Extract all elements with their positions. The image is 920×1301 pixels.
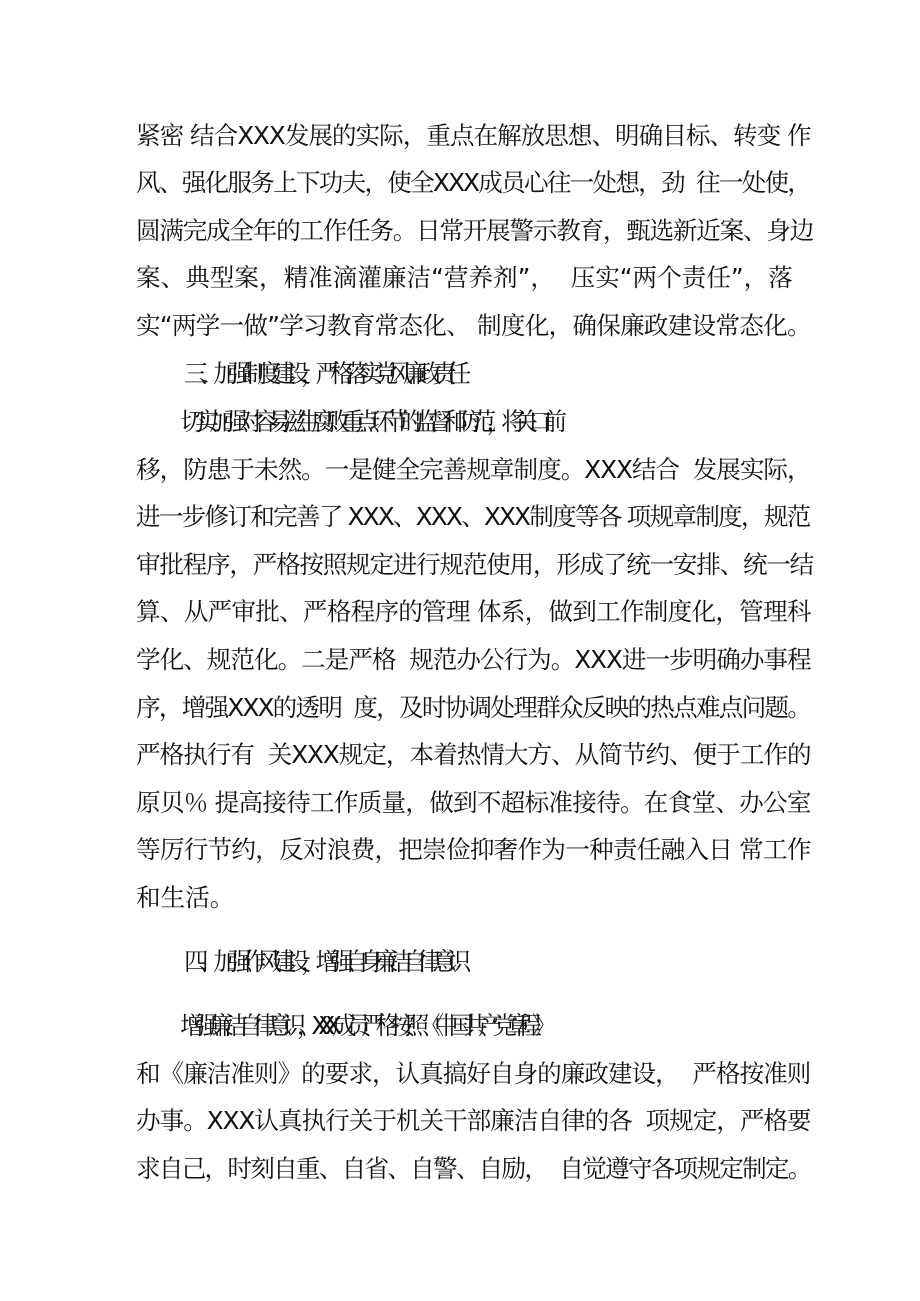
text-line: 和《廉洁准则》的要求，认真搞好自身的廉政建设， 严格按准则 bbox=[136, 1059, 811, 1088]
text-line: 移，防患于未然。一是健全完善规章制度。XXX结合 发展实际， bbox=[136, 455, 811, 484]
text-line: 实“两学一做”学习教育常态化、 制度化，确保廉政建设常态化。 bbox=[136, 311, 811, 340]
text-line: 审批程序，严格按照规定进行规范使用，形成了统一安排、统一结 bbox=[136, 550, 813, 579]
text-line: 和生活。 bbox=[136, 883, 235, 912]
text-line: 学化、规范化。二是严格 规范办公行为。XXX进一步明确办事程 bbox=[136, 645, 811, 674]
text-line: 圆满完成全年的工作任务。日常开展警示教育，甄选新近案、身边 bbox=[136, 216, 813, 245]
text-line: 原贝％ 提高接待工作质量，做到不超标准接待。在食堂、办公室 bbox=[136, 788, 811, 817]
text-line: 求自己，时刻自重、自省、自警、自励， 自觉遵守各项规定制定。 bbox=[136, 1154, 811, 1183]
text-line: 风、强化服务上下功夫，使全XXX成员心往一处想，劲 往一处使， bbox=[136, 168, 811, 197]
text-line: 序，增强XXX的透明 度，及时协调处理群众反映的热点难点问题。 bbox=[136, 693, 811, 722]
text-line: 案、典型案，精准滴灌廉洁“营养剂”， 压实“两个责任”，落 bbox=[136, 263, 793, 292]
section-heading-4: 四、加强作风建设，增强自身廉洁自律意识 bbox=[184, 947, 462, 976]
text-line: 算、从严审批、严格程序的管理 体系，做到工作制度化，管理科 bbox=[136, 597, 811, 626]
text-line: 紧密 结合XXX发展的实际，重点在解放思想、明确目标、转变 作 bbox=[136, 121, 811, 150]
text-line: 办事。XXX认真执行关于机关干部廉洁自律的各 项规定，严格要 bbox=[136, 1106, 811, 1135]
text-line: 进一步修订和完善了 XXX、XXX、XXX制度等各 项规章制度，规范 bbox=[136, 502, 810, 531]
section-heading-3: 三、加强制度建设，严格落实党风廉政责任 bbox=[184, 359, 462, 388]
text-line: 严格执行有 关XXX规定，本着热情大方、从简节约、便于工作的 bbox=[136, 740, 811, 769]
text-line: 增强廉洁自律意识，XXX成员严格按照《中国共产党章 程》 bbox=[180, 1011, 547, 1040]
text-line: 切实加强对容易滋生腐败重点环节的监督和防范，将 关口前 bbox=[180, 407, 558, 436]
text-line: 等厉行节约，反对浪费，把崇俭抑奢作为一种责任融入日 常工作 bbox=[136, 835, 811, 864]
